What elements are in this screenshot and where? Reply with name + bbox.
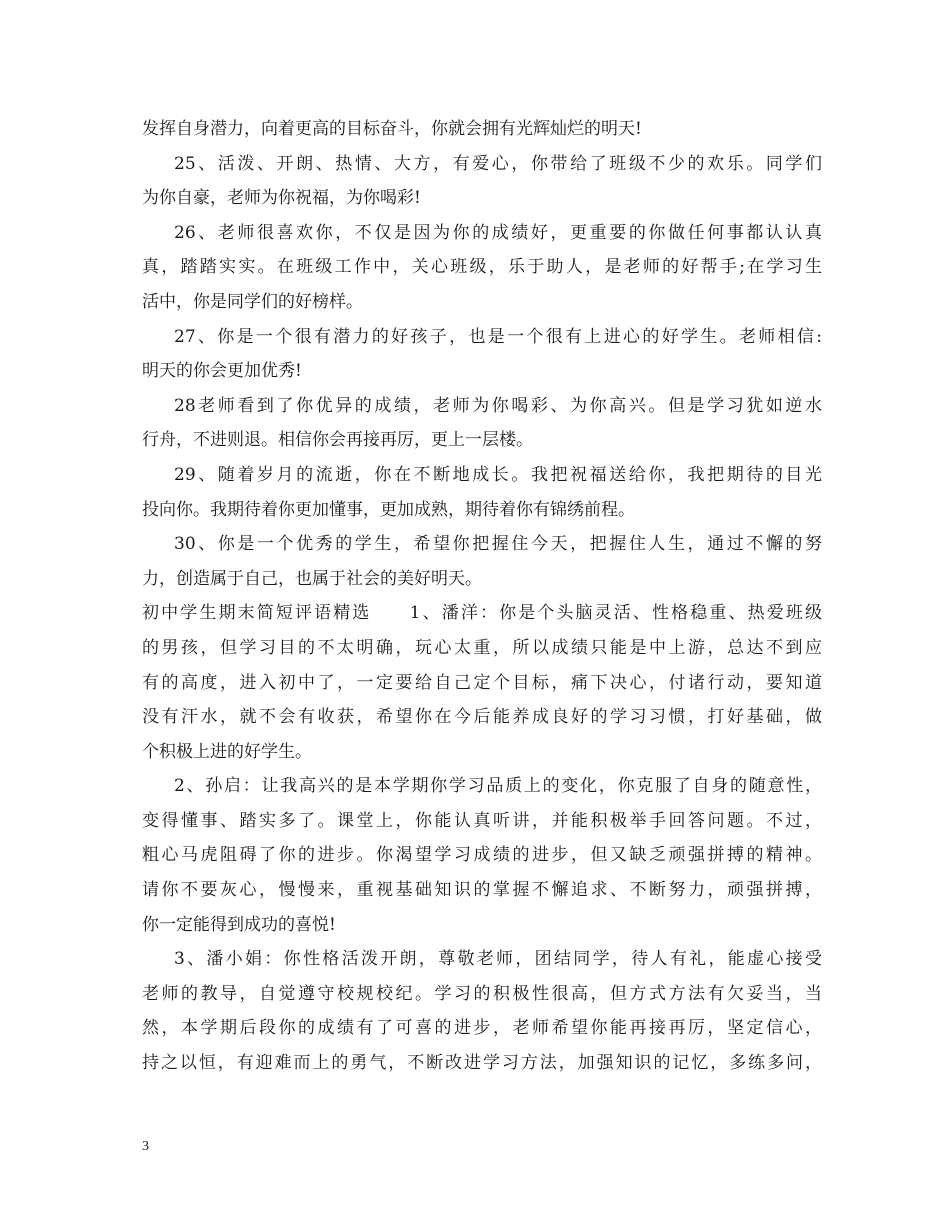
text-line: 你一定能得到成功的喜悦! bbox=[142, 914, 336, 935]
paragraph-29-line-1: 29、随着岁月的流逝，你在不断地成长。我把祝福送给你，我把期待的目光 bbox=[174, 464, 822, 485]
text-line: 力，创造属于自己，也属于社会的美好明天。 bbox=[142, 568, 482, 589]
text-line: 个积极上进的好学生。 bbox=[142, 741, 312, 762]
text-line: 老师的教导，自觉遵守校规校纪。学习的积极性很高，但方式方法有欠妥当，当 bbox=[142, 983, 822, 1004]
text-line: 发挥自身潜力，向着更高的目标奋斗，你就会拥有光辉灿烂的明天! bbox=[142, 119, 642, 139]
paragraph-25-line-1: 25、活泼、开朗、热情、大方，有爱心，你带给了班级不少的欢乐。同学们 bbox=[174, 153, 822, 174]
text-line: 明天的你会更加优秀! bbox=[142, 361, 302, 382]
text-line: 活中，你是同学们的好榜样。 bbox=[142, 291, 363, 312]
text-line: 行舟，不进则退。相信你会再接再厉，更上一层楼。 bbox=[142, 430, 533, 451]
text-line: 没有汗水，就不会有收获，希望你在今后能养成良好的学习习惯，打好基础，做 bbox=[142, 707, 822, 728]
text-line: 投向你。我期待着你更加懂事，更加成熟，期待着你有锦绣前程。 bbox=[142, 499, 635, 520]
paragraph-30-line-1: 30、你是一个优秀的学生，希望你把握住今天，把握住人生，通过不懈的努 bbox=[174, 534, 822, 555]
paragraph-3-line-1: 3、潘小娟：你性格活泼开朗，尊敬老师，团结同学，待人有礼，能虚心接受 bbox=[174, 949, 822, 970]
text-line: 持之以恒，有迎难而上的勇气，不断改进学习方法，加强知识的记忆，多练多问， bbox=[142, 1053, 822, 1074]
paragraph-28-line-1: 28老师看到了你优异的成绩，老师为你喝彩、为你高兴。但是学习犹如逆水 bbox=[174, 395, 822, 416]
text-line: 变得懂事、踏实多了。课堂上，你能认真听讲，并能积极举手回答问题。不过， bbox=[142, 810, 822, 831]
paragraph-2-line-1: 2、孙启：让我高兴的是本学期你学习品质上的变化，你克服了自身的随意性， bbox=[174, 776, 822, 797]
text-line: 请你不要灰心，慢慢来，重视基础知识的掌握不懈追求、不断努力，顽强拼搏， bbox=[142, 880, 822, 901]
text-line: 粗心马虎阻碍了你的进步。你渴望学习成绩的进步，但又缺乏顽强拼搏的精神。 bbox=[142, 845, 822, 866]
section-heading-line: 初中学生期末简短评语精选 1、潘洋：你是个头脑灵活、性格稳重、热爱班级 bbox=[142, 603, 822, 624]
paragraph-26-line-1: 26、老师很喜欢你，不仅是因为你的成绩好，更重要的你做任何事都认认真 bbox=[174, 222, 822, 243]
text-line: 的男孩，但学习目的不太明确，玩心太重，所以成绩只能是中上游，总达不到应 bbox=[142, 637, 822, 658]
text-line: 然，本学期后段你的成绩有了可喜的进步，老师希望你能再接再厉，坚定信心， bbox=[142, 1018, 822, 1039]
text-line: 为你自豪，老师为你祝福，为你喝彩! bbox=[142, 188, 421, 209]
page-number: 3 bbox=[142, 1139, 149, 1154]
document-body bbox=[142, 112, 822, 1081]
text-line: 真，踏踏实实。在班级工作中，关心班级，乐于助人，是老师的好帮手;在学习生 bbox=[142, 257, 822, 278]
paragraph-27-line-1: 27、你是一个很有潜力的好孩子，也是一个很有上进心的好学生。老师相信: bbox=[174, 326, 822, 347]
text-line: 有的高度，进入初中了，一定要给自己定个目标，痛下决心，付诸行动，要知道 bbox=[142, 672, 822, 693]
